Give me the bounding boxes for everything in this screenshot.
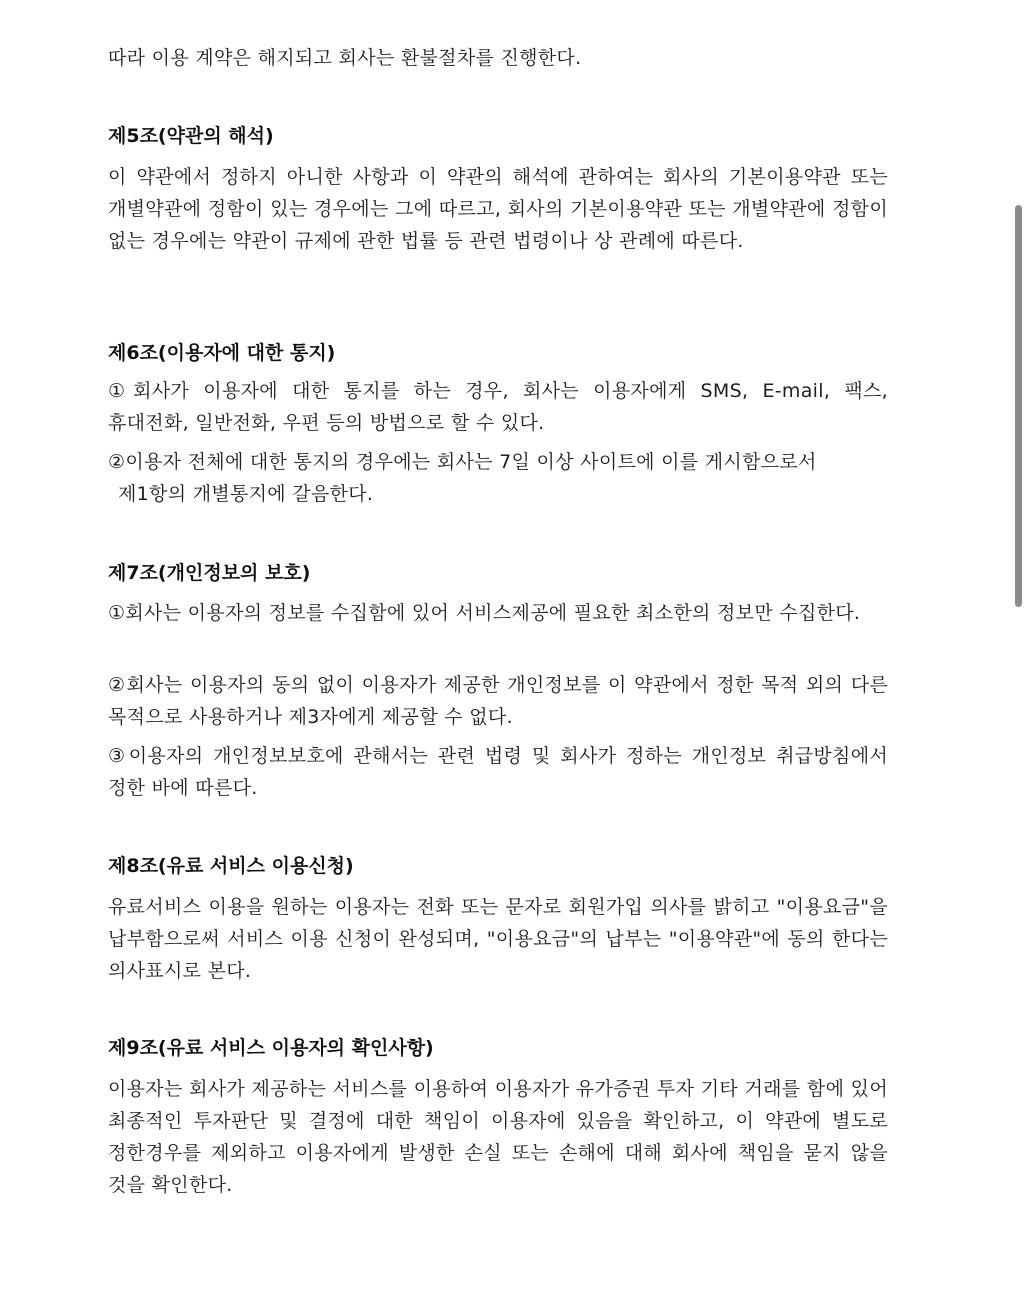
article-7-clause-1: ①회사는 이용자의 정보를 수집함에 있어 서비스제공에 필요한 최소한의 정보만 수집한다. (108, 602, 861, 624)
article-8-paragraph: 유료서비스 이용을 원하는 이용자는 전화 또는 문자로 회원가입 의사를 밝히고 "이용요금"을 납부함으로써 서비스 이용 신청이 완성되며, "이용요금"의 납부는 "이용약관"에 동의 한다는 의사표시로 본다. (108, 896, 888, 982)
article-5-paragraph: 이 약관에서 정하지 아니한 사항과 이 약관의 해석에 관하여는 회사의 기본이용약관 또는 개별약관에 정함이 있는 경우에는 그에 따르고, 회사의 기본이용약관 또는 개별약관에 정함이 없는 경우에는 약관이 규제에 관한 법률 등 관련 법령이나 상 관례에 따른다. (108, 166, 888, 252)
article-6-clause-2 (108, 446, 888, 510)
article-9-title: 제9조(유료 서비스 이용자의 확인사항) (108, 1037, 434, 1059)
scrollbar-thumb[interactable] (1015, 205, 1022, 607)
article-6-clause-2-line2: 제1항의 개별통지에 갈음한다. (118, 483, 374, 505)
article-7-clause-2: ②회사는 이용자의 동의 없이 이용자가 제공한 개인정보를 이 약관에서 정한 목적 외의 다른 목적으로 사용하거나 제3자에게 제공할 수 없다. (108, 674, 888, 728)
article-5-title: 제5조(약관의 해석) (108, 125, 274, 147)
article-7-title: 제7조(개인정보의 보호) (108, 562, 311, 584)
article-8-title: 제8조(유료 서비스 이용신청) (108, 855, 354, 877)
article-6-title: 제6조(이용자에 대한 통지) (108, 342, 336, 364)
article-6-clause-1: ①회사가 이용자에 대한 통지를 하는 경우, 회사는 이용자에게 SMS, E-mail, 팩스, 휴대전화, 일반전화, 우편 등의 방법으로 할 수 있다. (108, 380, 888, 434)
vertical-scrollbar[interactable] (1011, 0, 1025, 1301)
article-7-clause-3: ③이용자의 개인정보보호에 관해서는 관련 법령 및 회사가 정하는 개인정보 취급방침에서 정한 바에 따른다. (108, 745, 888, 799)
article-6-clause-2-line1: ②이용자 전체에 대한 통지의 경우에는 회사는 7일 이상 사이트에 이를 게시함으로서 (108, 451, 817, 473)
intro-paragraph: 따라 이용 계약은 해지되고 회사는 환불절차를 진행한다. (108, 47, 582, 69)
article-9-paragraph: 이용자는 회사가 제공하는 서비스를 이용하여 이용자가 유가증권 투자 기타 거래를 함에 있어 최종적인 투자판단 및 결정에 대한 책임이 이용자에 있음을 확인하고, 이 약관에 별도로 정한경우를 제외하고 이용자에게 발생한 손실 또는 손해에 대해 회사에 책임을 묻지 않을 것을 확인한다. (108, 1078, 888, 1196)
